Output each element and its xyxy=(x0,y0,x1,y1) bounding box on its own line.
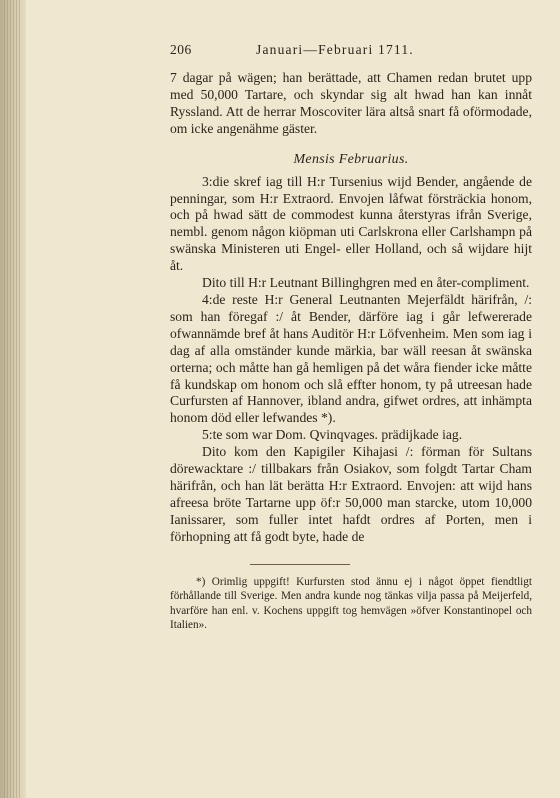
paragraph: 5:te som war Dom. Qvinqvages. prädijkade iag. xyxy=(202,427,463,443)
paragraph: 4:de reste H:r General Leutnanten Mejerfäldt härifrån, /: som han föregaf :/ åt Bender, därföre iag i går lefwererade ofwannämde bref åt hans Auditör H:r Löfvenheim. Men som iag i dag af alla omständer kunde märkia, bar wäll reesan åt swänska orterna; och måtte han gå hemligen på det wåra fiender icke måtte få kundskap om honom och slå effter honom, ty på utreesan hade Curfursten af Hannover, ibland andra, gifwet ordres, att inhämpta honom död eller lefwandes *). xyxy=(170,291,532,426)
section-title: Mensis Februarius. xyxy=(293,151,409,167)
page-body xyxy=(170,70,532,546)
paragraph: 3:die skref iag till H:r Tursenius wijd Bender, angående de penningar, som H:r Extraord. Envojen låfwat försträckia honom, och på hwad sätt de commodest kunna återstyras ifrån Sverige, nembl. genom någon kiöpman uti Carlskrona eller Carlshampn på swänska Ministeren uti Engel- eller Holland, och så wijdare hijt åt. xyxy=(170,173,532,274)
book-page xyxy=(170,42,532,633)
running-title: Januari—Februari 1711. xyxy=(256,42,414,57)
page-header xyxy=(170,42,532,62)
paragraph-continued: 7 dagar på wägen; han berättade, att Chamen redan brutet upp med 50,000 Tartare, och skyndar sig alt hwad han kan innåt Ryssland. Att de herrar Moscoviter lära altså snart få oförmodade, om icke angenähme gäster. xyxy=(170,70,532,136)
paragraph: Dito kom den Kapigiler Kihajasi /: förman för Sultans dörewacktare :/ tillbakars från Osiakov, som folgdt Tartar Cham härifrån, och han lät berätta H:r Extraord. Envojen: att wijd hans afreesa bröte Tartarne upp öf:r 50,000 man starcke, utom 10,000 Ianissarer, som fuller intet hafdt ordres af Porten, men i förhopning att få godt byte, hade de xyxy=(170,444,532,544)
page-number: 206 xyxy=(170,42,192,57)
paragraph: Dito till H:r Leutnant Billinghgren med en åter-compliment. xyxy=(202,275,530,291)
book-gutter xyxy=(0,0,26,798)
footnote-divider xyxy=(250,564,350,565)
footnote xyxy=(170,575,532,633)
footnote-text: *) Orimlig uppgift! Kurfursten stod ännu ej i något öppet fiendtligt förhållande till Sverige. Men andra kunde nog tänkas vilja passa på Meijerfeld, hvarföre han enl. v. Kochens uppgift tog hemvägen »öfver Konstantinopel och Italien». xyxy=(170,575,532,632)
binding-texture xyxy=(4,0,20,798)
